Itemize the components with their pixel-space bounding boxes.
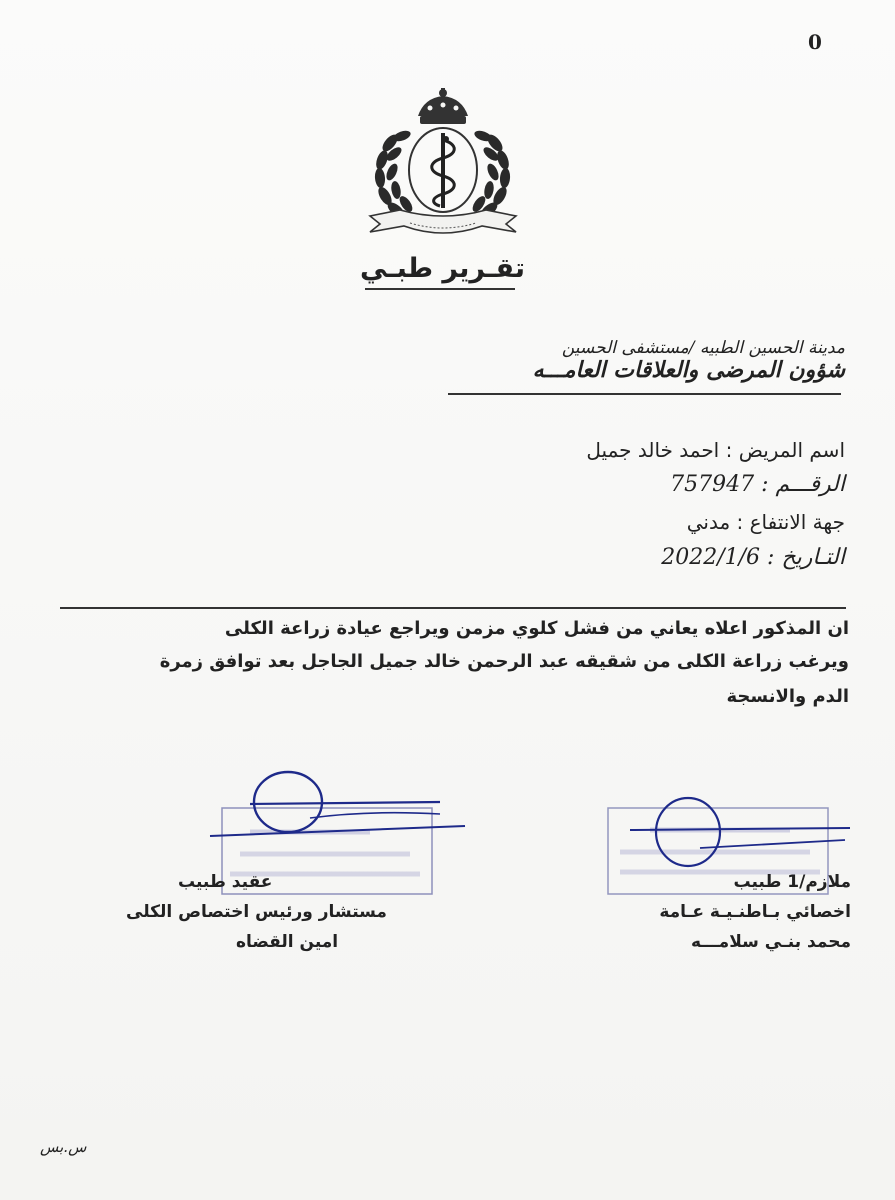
left-signatory-title: مستشار ورئيس اختصاص الكلى — [126, 902, 387, 922]
right-signatory-title: اخصائي بـاطنـيـة عـامة — [659, 902, 851, 922]
report-body-line: ان المذكور اعلاه يعاني من فشل كلوي مزمن ويراجع عيادة زراعة الكلى — [224, 618, 849, 639]
left-signatory-name: امين القضاه — [236, 932, 339, 952]
typist-initials: س.بس — [40, 1138, 87, 1156]
entitlement-field: جهة الانتفاع : مدني — [686, 510, 845, 534]
page-number: 0 — [808, 30, 822, 54]
patient-name-field: اسم المريض : احمد خالد جميل — [586, 438, 845, 462]
right-signatory-name: محمد بنـي سلامـــه — [690, 932, 851, 952]
report-title: تقـرير طبـي — [360, 253, 525, 284]
right-signatory-rank: ملازم/1 طبيب — [733, 872, 851, 892]
patient-number-field: الرقـــم : 757947 — [670, 472, 845, 497]
report-body-line: ويرغب زراعة الكلى من شقيقه عبد الرحمن خالد جميل الجاجل بعد توافق زمرة — [159, 651, 849, 672]
header-underline — [448, 393, 841, 395]
divider-line — [60, 607, 846, 609]
hospital-name: مدينة الحسين الطبيه /مستشفى الحسين — [561, 338, 845, 358]
report-date-field: التـاريخ : 2022/1/6 — [661, 545, 845, 570]
left-signatory-rank: عقيد طبيب — [178, 872, 273, 892]
medical-services-emblem-icon — [360, 88, 525, 248]
title-underline — [365, 288, 515, 290]
department-name: شؤون المرضى والعلاقات العامـــه — [532, 357, 845, 383]
report-body-line: الدم والانسجة — [726, 686, 849, 707]
